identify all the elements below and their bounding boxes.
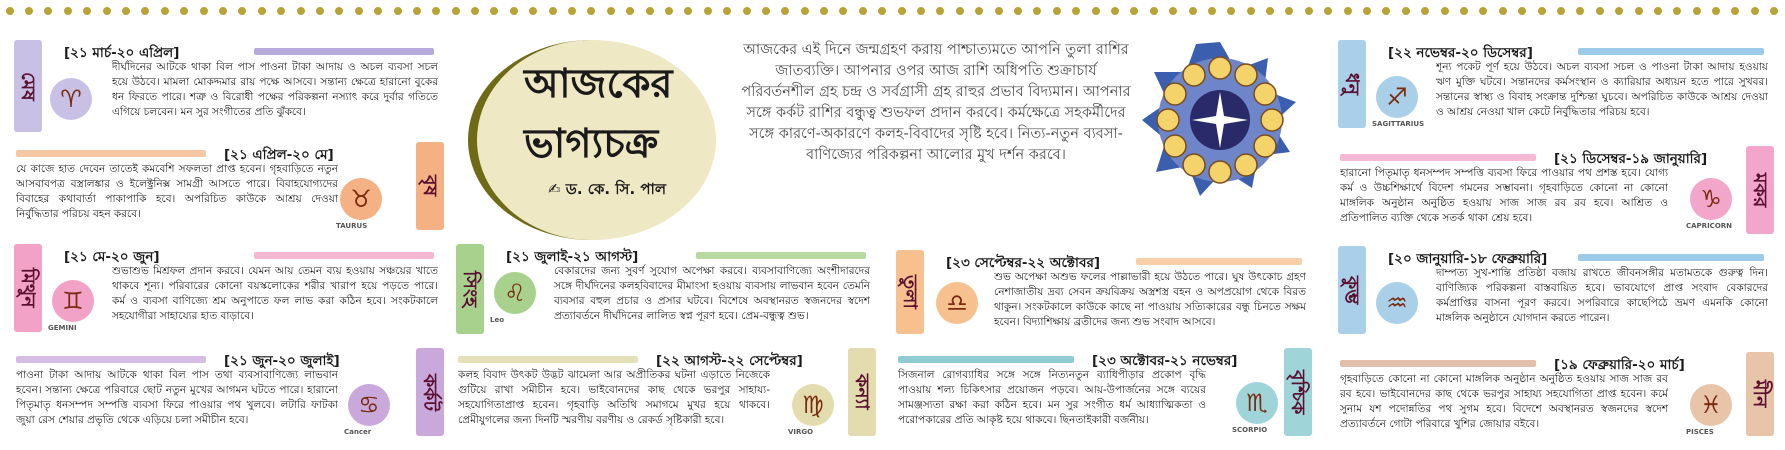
border-dot xyxy=(83,7,91,15)
sign-header-bar xyxy=(1340,154,1536,161)
sign-date-range: [২০ জানুয়ারি-১৮ ফেব্রুয়ারি] xyxy=(1388,251,1548,267)
border-dot xyxy=(452,7,460,15)
sign-name-tab: সিংহ xyxy=(456,244,484,334)
sign-date-range: [২১ ডিসেম্বর-১৯ জানুয়ারি] xyxy=(1554,151,1708,167)
border-dot xyxy=(936,7,944,15)
sign-name-tab: কুম্ভ xyxy=(1338,246,1366,334)
intro-text: আজকের এই দিনে জন্মগ্রহণ করায় পাশ্চাত্যমতে আপনি তুলা রাশির জাতব্যক্তি। আপনার ওপর আজ রাশি অধিপতি শুক্রাচার্য পরিবর্তনশীল গ্রহ চন্দ্র ও সর্বগ্রাসী গ্রহ রাহুর প্রভাব বিদ্যমান। আপনার সঙ্গে কর্কট রাশির বন্ধুত্ব শুভফল প্রদান করবে। কর্মক্ষেত্রে সহকর্মীদের সঙ্গে কারণে-অকারণে কলহ-বিবাদের সৃষ্টি হবে। নিত্য-নতুন ব্যবসা-বাণিজ্যের পরিকল্পনা আলোর মুখ দর্শন করবে। xyxy=(741,42,1131,163)
border-dot xyxy=(1731,7,1739,15)
zodiac-symbol-label: SCORPIO xyxy=(1232,426,1268,434)
border-dot xyxy=(44,7,52,15)
border-dot xyxy=(1441,7,1449,15)
border-dot xyxy=(490,7,498,15)
border-dot xyxy=(277,7,285,15)
border-dot xyxy=(1324,7,1332,15)
sign-forecast-text: কলহ বিবাদ উৎকট উদ্ভট ঝামেলা আর অপ্রীতিকর ঘটনা এড়াতে নিজেকে গুটিয়ে রাখা সমীচীন হবে। ভাইবোনদের কাছ থেকে ভরপুর সাহায্য-সহযোগিতাপ্রাপ্ত হবেন। গৃহবাড়ি অতিথি সমাগমে মুখর হয়ে থাকবে। প্রেমীযুগলের জন্য দিনটি স্মরণীয় বরণীয় ও রেকর্ড সৃষ্টিকারী হবে। xyxy=(458,369,770,426)
border-dot xyxy=(1092,7,1100,15)
dotted-border xyxy=(0,4,1785,18)
sign-header-bar xyxy=(16,150,206,157)
border-dot xyxy=(684,7,692,15)
zodiac-symbol-icon: ♑ xyxy=(1690,178,1732,220)
border-dot xyxy=(1227,7,1235,15)
sign-forecast-text: শূন্য পকেট পূর্ণ হয়ে উঠবে। অচল ব্যবসা সচল ও পাওনা টাকা আদায় হওয়ায় ঋণ মুক্তি ঘটবে। সন্তানদের কর্মসংস্থান ও ক্যারিয়ার অধ্যয়ন হতে পারে সুখবর। সন্তানের স্বাস্থ্য ও বিবাহ সংক্রান্ত দুশ্চিন্তা ঘুচবে। অপরিচিত কাউকে আশ্রয় দেওয়া ও আশ্রয় নেওয়া খাল কেটে নির্বুদ্ধিতার পরিচয় হবে। xyxy=(1436,61,1768,118)
border-dot xyxy=(200,7,208,15)
border-dot xyxy=(1460,7,1468,15)
sign-header-bar xyxy=(696,252,866,259)
border-dot xyxy=(510,7,518,15)
sign-name-tab: মীন xyxy=(1746,352,1774,436)
sign-date-range: [২১ জুন-২০ জুলাই] xyxy=(224,353,340,369)
border-dot xyxy=(1479,7,1487,15)
zodiac-symbol-icon: ♏ xyxy=(1236,382,1278,424)
sign-date-range: [২১ জুলাই-২১ আগস্ট] xyxy=(506,249,639,265)
sign-header-bar xyxy=(1340,360,1536,367)
border-dot xyxy=(1770,7,1778,15)
sign-date-range: [২১ মে-২০ জুন] xyxy=(64,249,160,265)
zodiac-symbol-label: GEMINI xyxy=(48,324,77,332)
zodiac-symbol-label: Cancer xyxy=(344,428,372,436)
border-dot xyxy=(1402,7,1410,15)
border-dot xyxy=(1014,7,1022,15)
border-dot xyxy=(335,7,343,15)
border-dot xyxy=(413,7,421,15)
border-dot xyxy=(1635,7,1643,15)
sign-forecast-text: শুভাশুভ মিশ্রফল প্রদান করবে। যেমন আয় তেমন ব্যয় হওয়ায় সঞ্চয়ের খাতে থাকবে শূন্য। পরিবারের কোনো বয়স্কলোকের শরীর খারাপ হয়ে পড়তে পারে। কর্ম ও ব্যবসা বাণিজ্যে শ্রম অনুপাতে ফল লাভ করা কঠিন হবে। সংকটকালে সহযোগীরা সাহায্যের হাত বাড়াবে। xyxy=(112,265,438,322)
border-dot xyxy=(898,7,906,15)
border-dot xyxy=(1382,7,1390,15)
author-byline: ✍ ড. কে. সি. পাল xyxy=(548,180,667,198)
border-dot xyxy=(25,7,33,15)
border-dot xyxy=(1189,7,1197,15)
zodiac-symbol-label: SAGITTARIUS xyxy=(1372,120,1425,128)
sign-name-tab: মেষ xyxy=(14,40,42,132)
sign-forecast-text: যে কাজে হাত দেবেন তাতেই কমবেশি সফলতা প্রাপ্ত হবেন। গৃহবাড়িতে নতুন আসবাবপত্র বস্ত্রালঙ্কার ও ইলেক্ট্রনিক্স সামগ্রী আসতে পারে। বিবাহযোগ্যদের বিবাহের কথাবার্তা পাকাপাকি হবে। অপরিচিত কাউকে আশ্রয় দেওয়া নির্বুদ্ধিতার পরিচয় বহন করবে। xyxy=(16,163,338,220)
zodiac-symbol-icon: ♐ xyxy=(1376,76,1418,118)
border-dot xyxy=(1266,7,1274,15)
border-dot xyxy=(704,7,712,15)
sign-header-bar xyxy=(254,252,434,259)
sign-header-bar xyxy=(1136,258,1302,265)
border-dot xyxy=(587,7,595,15)
border-dot xyxy=(1615,7,1623,15)
border-dot xyxy=(646,7,654,15)
border-dot xyxy=(238,7,246,15)
border-dot xyxy=(1421,7,1429,15)
border-dot xyxy=(103,7,111,15)
border-dot xyxy=(1344,7,1352,15)
sign-name-tab: তুলা xyxy=(896,250,924,334)
sign-forecast-text: শুভ অপেক্ষা অশুভ ফলের পাল্লাভারী হয়ে উঠতে পারে। ঘুষ উৎকোচ গ্রহণ নেশাজাতীয় দ্রব্য সেবন ক্রয়বিক্রয় অস্ত্রশস্ত্র বহন ও অপপ্রয়োগ থেকে বিরত থাকুন। সংকটকালে কাউকে কাছে না পাওয়ায় সত্যিকারের বন্ধু চিনতে সক্ষম হবেন। বিদ্যাশিক্ষায় ব্রতীদের জন্য শুভ সংবাদ আসবে। xyxy=(994,271,1306,328)
border-dot xyxy=(1150,7,1158,15)
sign-name-tab: কর্কট xyxy=(416,348,444,436)
border-dot xyxy=(995,7,1003,15)
border-dot xyxy=(781,7,789,15)
border-dot xyxy=(1130,7,1138,15)
border-dot xyxy=(374,7,382,15)
border-dot xyxy=(432,7,440,15)
sign-name-tab: বৃষ xyxy=(416,142,444,230)
border-dot xyxy=(743,7,751,15)
border-dot xyxy=(723,7,731,15)
border-dot xyxy=(1673,7,1681,15)
border-dot xyxy=(820,7,828,15)
zodiac-symbol-label: CAPRICORN xyxy=(1686,222,1733,230)
border-dot xyxy=(297,7,305,15)
zodiac-symbol-icon: ♈ xyxy=(50,78,92,120)
zodiac-wheel-icon xyxy=(1140,40,1300,200)
zodiac-symbol-icon: ♉ xyxy=(340,178,382,220)
border-dot xyxy=(1693,7,1701,15)
border-dot xyxy=(1072,7,1080,15)
border-dot xyxy=(141,7,149,15)
border-dot xyxy=(665,7,673,15)
sign-forecast-text: পাওনা টাকা আদায় আটকে থাকা বিল পাস তথা ব্যবসাবাণিজ্যে লাভবান হবেন। সন্তান্য ক্ষেত্রে পরিবারে ছোট নতুন মুখের আগমন ঘটতে পারে। হারানো পিতৃমাতৃ ধনসম্পদ সম্পত্তি ব্যবসা ফিরে পাওয়ার পথ খুলবে। লটারি ফাটকা জুয়া রেস শেয়ার প্রভৃতি থেকে এড়িয়ে চলা সমীচীন হবে। xyxy=(16,369,338,426)
sign-name-tab: কন্যা xyxy=(848,348,876,436)
zodiac-symbol-label: TAURUS xyxy=(336,222,368,230)
sign-date-range: [১৯ ফেব্রুয়ারি-২০ মার্চ] xyxy=(1554,357,1685,373)
zodiac-symbol-icon: ♌ xyxy=(494,272,536,314)
sign-header-bar xyxy=(1578,254,1764,261)
zodiac-symbol-icon: ♒ xyxy=(1376,282,1418,324)
border-dot xyxy=(471,7,479,15)
zodiac-symbol-icon: ♎ xyxy=(936,282,978,324)
sign-header-bar xyxy=(16,356,206,363)
sign-header-bar xyxy=(254,48,434,55)
sign-forecast-text: দাম্পত্য সুখ-শান্তি প্রতিষ্ঠা বজায় রাখতে জীবনসঙ্গীর মতামতকে গুরুত্ব দিন। বাণিজ্যিক পরিকল্পনা বাস্তবায়িত হবে। ভাবযোগে প্রাপ্ত সংবাদ বেকারদের কর্মপ্রাপ্তির বাসনা পূরণ করবে। সপরিবারে কাছেপিঠে ভ্রমণ এমনকি কোনো মাঙ্গলিক অনুষ্ঠানে যোগদান করতে পারেন। xyxy=(1436,267,1768,324)
border-dot xyxy=(1751,7,1759,15)
border-dot xyxy=(529,7,537,15)
sign-forecast-text: বেকারদের জন্য সুবর্ণ সুযোগ অপেক্ষা করবে। ব্যবসাবাণিজ্যে অংশীদারদের সঙ্গে দীর্ঘদিনের কলহবিবাদের মীমাংসা হওয়ায় ব্যবসায় লাভবান হবেন তেমনি ব্যবসার বহুল প্রচার ও প্রসার ঘটবে। বিশেষে অবস্থানরত স্বজনদের স্বদেশ প্রত্যাবর্তনে দীর্ঘদিনের লালিত স্বপ্ন পূরণ হবে। প্রেম-বন্ধুত্ব শুভ। xyxy=(554,265,870,322)
border-dot xyxy=(64,7,72,15)
border-dot xyxy=(1654,7,1662,15)
border-dot xyxy=(394,7,402,15)
sign-forecast-text: সিজনাল রোগব্যাধির সঙ্গে সঙ্গে নিত্যনতুন ব্যাধিপীড়ার প্রকোপ বৃদ্ধি পাওয়ায় শল্য চিকিৎসার প্রয়োজন পড়বে। আয়-উপার্জনের সঙ্গে ব্যয়ের সামঞ্জস্যতা রক্ষা করা কঠিন হবে। মন সুর সংগীত ধর্ম আধ্যাত্মিকতা ও পরোপকারের প্রতি আকৃষ্ট হয়ে থাকবে। ছিনতাইকারী বর্জনীয়। xyxy=(898,369,1206,426)
author-name: ড. কে. সি. পাল xyxy=(565,180,667,198)
border-dot xyxy=(859,7,867,15)
border-dot xyxy=(762,7,770,15)
sign-date-range: [২২ নভেম্বর-২০ ডিসেম্বর] xyxy=(1388,45,1533,61)
border-dot xyxy=(355,7,363,15)
border-dot xyxy=(878,7,886,15)
border-dot xyxy=(1499,7,1507,15)
border-dot xyxy=(122,7,130,15)
border-dot xyxy=(258,7,266,15)
zodiac-symbol-label: VIRGO xyxy=(788,428,814,436)
border-dot xyxy=(1363,7,1371,15)
zodiac-symbol-label: Leo xyxy=(490,316,505,324)
border-dot xyxy=(316,7,324,15)
border-dot xyxy=(1576,7,1584,15)
page-title-line1: আজকের xyxy=(524,60,673,107)
sign-name-tab: মিথুন xyxy=(14,244,42,332)
border-dot xyxy=(1305,7,1313,15)
border-dot xyxy=(1557,7,1565,15)
zodiac-symbol-icon: ♋ xyxy=(348,384,390,426)
border-dot xyxy=(1053,7,1061,15)
sign-name-tab: ধনু xyxy=(1338,40,1366,128)
sign-header-bar xyxy=(1578,48,1764,55)
border-dot xyxy=(1596,7,1604,15)
border-dot xyxy=(6,7,14,15)
border-dot xyxy=(607,7,615,15)
sign-date-range: [২২ আগস্ট-২২ সেপ্টেম্বর] xyxy=(656,353,803,369)
border-dot xyxy=(1208,7,1216,15)
sign-forecast-text: দীর্ঘদিনের আটকে থাকা বিল পাস পাওনা টাকা আদায় ও অচল ব্যবসা সচল হয়ে উঠবে। মামলা মোকদ্দমার রায় পক্ষে আসবে। সন্তান্য ক্ষেত্রে হারানো বুকের ধন ফিরতে পারে। শত্রু ও বিরোধী পক্ষের পরিকল্পনা নস্যাৎ করে দুর্বার গতিতে এগিয়ে চলবেন। মন সুর সংগীতের প্রতি ঝুঁকবে। xyxy=(112,61,438,118)
border-dot xyxy=(1518,7,1526,15)
sign-date-range: [২৩ অক্টোবর-২১ নভেম্বর] xyxy=(1092,353,1238,369)
border-dot xyxy=(180,7,188,15)
sign-header-bar xyxy=(458,356,638,363)
sign-date-range: [২১ মার্চ-২০ এপ্রিল] xyxy=(64,45,180,61)
zodiac-symbol-icon: ♓ xyxy=(1690,384,1732,426)
border-dot xyxy=(626,7,634,15)
sign-header-bar xyxy=(898,356,1074,363)
zodiac-symbol-icon: ♍ xyxy=(792,384,834,426)
sign-name-tab: বৃশ্চিক xyxy=(1284,348,1312,436)
border-dot xyxy=(1033,7,1041,15)
border-dot xyxy=(1111,7,1119,15)
border-dot xyxy=(801,7,809,15)
border-dot xyxy=(219,7,227,15)
border-dot xyxy=(1712,7,1720,15)
sign-date-range: [২১ এপ্রিল-২০ মে] xyxy=(224,147,334,163)
zodiac-symbol-label: PISCES xyxy=(1686,428,1714,436)
border-dot xyxy=(1247,7,1255,15)
border-dot xyxy=(956,7,964,15)
sign-forecast-text: হারানো পিতৃমাতৃ ধনসম্পদ সম্পত্তি ব্যবসা ফিরে পাওয়ার পথ প্রশস্ত হবে। যোগ্য কর্ম ও উচ্চশিক্ষার্থে বিদেশ গমনের সম্ভাবনা। গৃহবাড়িতে কোনো না কোনো মাঙ্গলিক অনুষ্ঠান অনুষ্ঠিত হওয়ায় সাজ সাজ রব রব হবে। আশ্রিত ও প্রতিপালিত ব্যক্তি থেকে সতর্ক থাকা শ্রেয় হবে। xyxy=(1340,167,1668,224)
border-dot xyxy=(975,7,983,15)
border-dot xyxy=(839,7,847,15)
sign-date-range: [২৩ সেপ্টেম্বর-২২ অক্টোবর] xyxy=(946,255,1101,271)
border-dot xyxy=(1169,7,1177,15)
zodiac-symbol-icon: ♊ xyxy=(52,280,94,322)
border-dot xyxy=(549,7,557,15)
page-title-line2: ভাগ্যচক্র xyxy=(524,120,659,167)
border-dot xyxy=(568,7,576,15)
border-dot xyxy=(1285,7,1293,15)
border-dot xyxy=(161,7,169,15)
border-dot xyxy=(1538,7,1546,15)
border-dot xyxy=(917,7,925,15)
sign-name-tab: মকর xyxy=(1746,146,1774,234)
sign-forecast-text: গৃহবাড়িতে কোনো না কোনো মাঙ্গলিক অনুষ্ঠান অনুষ্ঠিত হওয়ায় সাজ সাজ রব রব হবে। ভাইবোনদের কাছ থেকে ভরপুর সাহায্য সহযোগিতা প্রাপ্ত হবেন। কর্মে সুনাম যশ পদোন্নতির পথ সুগম হবে। বিদেশে অবস্থানরত স্বজনদের স্বদেশ প্রত্যাবর্তনে গোটা পরিবারে খুশির জোয়ার বইবে। xyxy=(1340,373,1668,430)
